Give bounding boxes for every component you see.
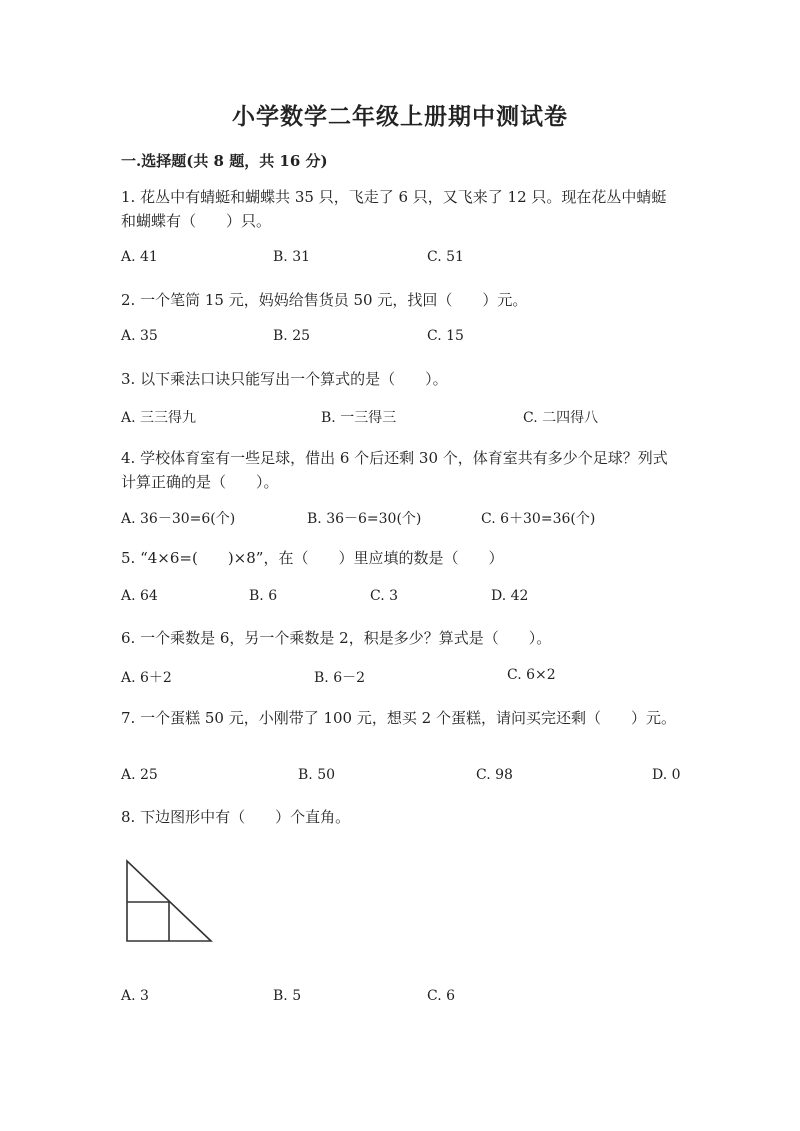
question-7-option-d: D. 0 bbox=[652, 767, 681, 783]
question-5-option-a: A. 64 bbox=[121, 588, 158, 604]
question-4-option-c: C. 6＋30=36(个) bbox=[481, 511, 596, 527]
question-8-option-c: C. 6 bbox=[427, 988, 456, 1004]
question-8-option-b: B. 5 bbox=[273, 988, 302, 1004]
question-2-option-b: B. 25 bbox=[273, 328, 311, 344]
question-6-option-c: C. 6×2 bbox=[507, 667, 556, 683]
question-8-text: 8. 下边图形中有（ ）个直角。 bbox=[121, 808, 351, 826]
question-1-option-b: B. 31 bbox=[273, 249, 311, 265]
question-6-option-a: A. 6＋2 bbox=[121, 670, 172, 686]
question-8-option-a: A. 3 bbox=[121, 988, 149, 1004]
question-2-option-a: A. 35 bbox=[121, 328, 158, 344]
question-3-text: 3. 以下乘法口诀只能写出一个算式的是（ ）。 bbox=[121, 370, 448, 388]
page-title: 小学数学二年级上册期中测试卷 bbox=[232, 103, 568, 130]
question-7-option-c: C. 98 bbox=[476, 767, 513, 783]
question-1-option-c: C. 51 bbox=[427, 249, 464, 265]
question-1-option-a: A. 41 bbox=[121, 249, 158, 265]
question-3-option-c: C. 二四得八 bbox=[523, 410, 599, 426]
question-5-text: 5. “4×6=( )×8”，在（ ）里应填的数是（ ） bbox=[121, 549, 504, 567]
question-7-option-b: B. 50 bbox=[298, 767, 336, 783]
question-5-option-d: D. 42 bbox=[491, 588, 529, 604]
question-5-option-c: C. 3 bbox=[370, 588, 399, 604]
question-3-option-a: A. 三三得九 bbox=[121, 410, 197, 426]
question-3-option-b: B. 一三得三 bbox=[321, 410, 397, 426]
question-4-option-b: B. 36－6=30(个) bbox=[307, 511, 422, 527]
question-7-option-a: A. 25 bbox=[121, 767, 158, 783]
question-2-text: 2. 一个笔筒 15 元，妈妈给售货员 50 元，找回（ ）元。 bbox=[121, 291, 528, 309]
question-5-option-b: B. 6 bbox=[249, 588, 278, 604]
question-7-text: 7. 一个蛋糕 50 元，小刚带了 100 元，想买 2 个蛋糕，请问买完还剩（ ）元。 bbox=[121, 709, 676, 727]
section-heading: 一.选择题(共 8 题，共 16 分) bbox=[121, 152, 328, 170]
question-2-option-c: C. 15 bbox=[427, 328, 464, 344]
question-6-option-b: B. 6－2 bbox=[314, 670, 366, 686]
right-triangle-figure bbox=[118, 855, 218, 947]
question-4-text: 4. 学校体育室有一些足球，借出 6 个后还剩 30 个，体育室共有多少个足球？列式计算正确的是（ ）。 bbox=[121, 449, 668, 491]
question-6-text: 6. 一个乘数是 6，另一个乘数是 2，积是多少？算式是（ ）。 bbox=[121, 629, 552, 647]
question-1-text: 1. 花丛中有蜻蜓和蝴蝶共 35 只，飞走了 6 只，又飞来了 12 只。现在花丛中蜻蜓和蝴蝶有（ ）只。 bbox=[121, 188, 667, 230]
question-4-option-a: A. 36－30=6(个) bbox=[121, 511, 236, 527]
